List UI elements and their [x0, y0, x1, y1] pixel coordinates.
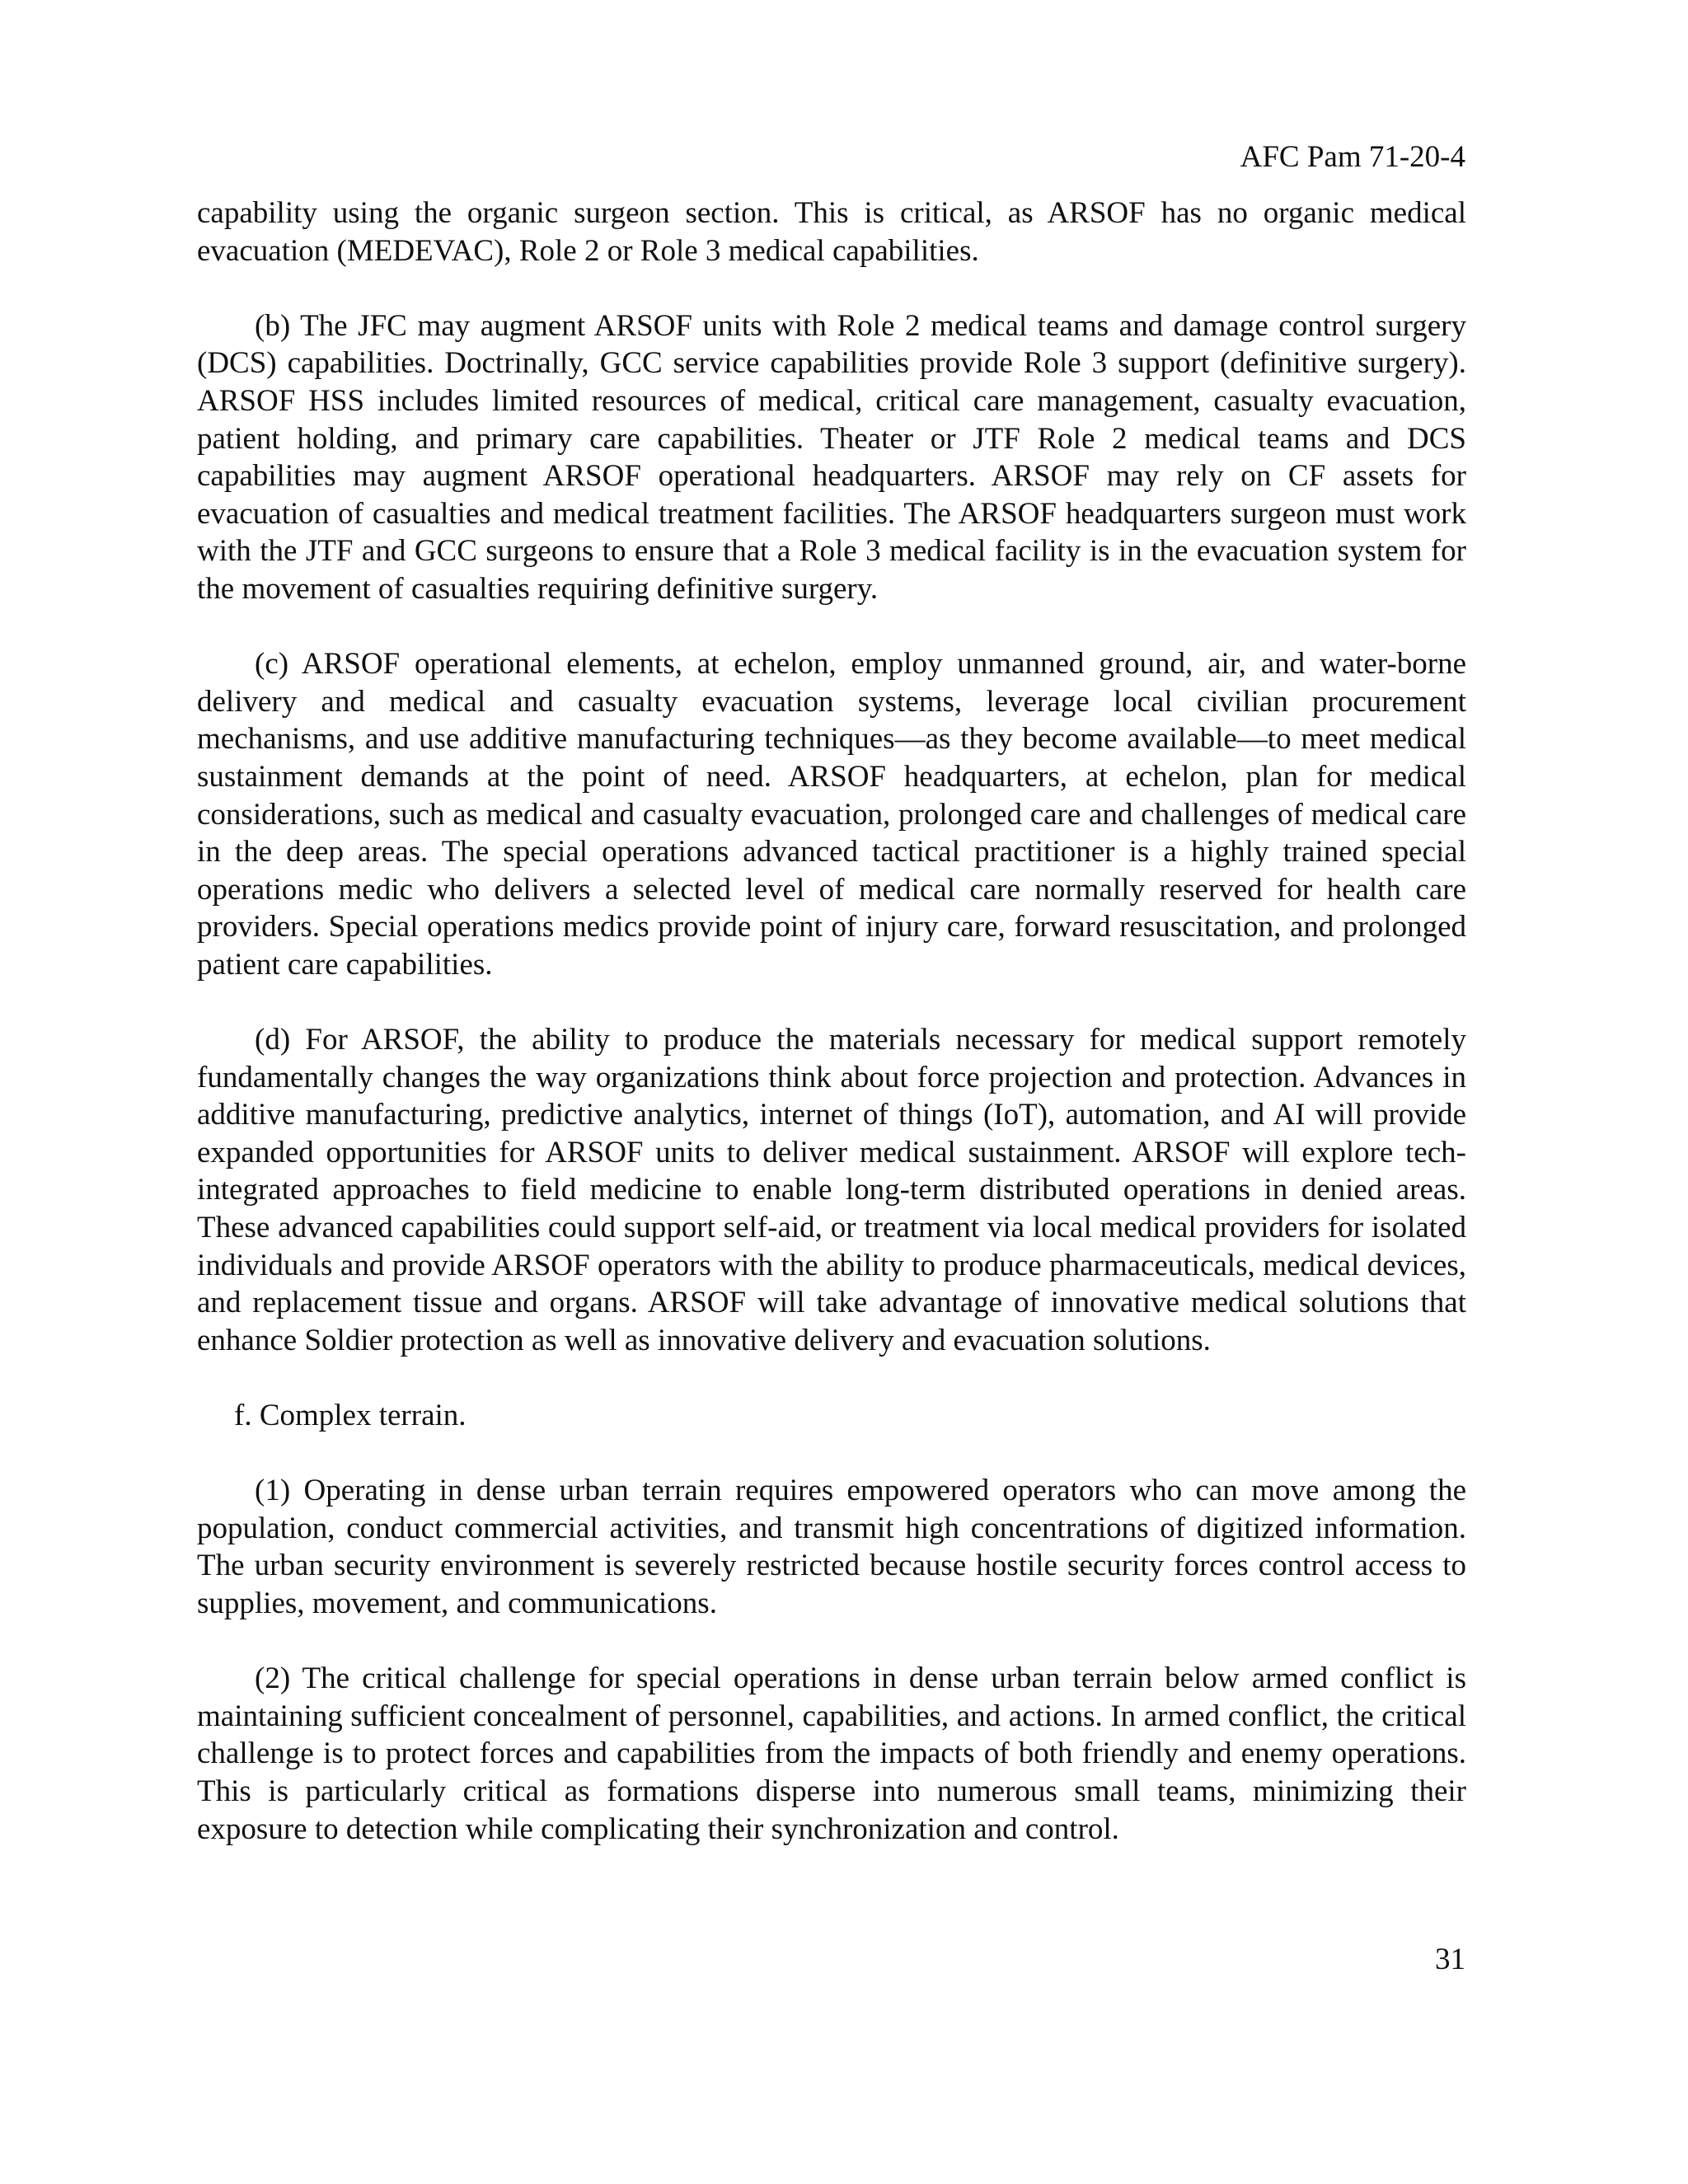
paragraph-c: (c) ARSOF operational elements, at echelon, employ unmanned ground, air, and water-borne delivery and medical and casualty evacuation systems, leverage local civilian procurement mechanisms, and use additive manufacturing techniques—as they become available—to meet medical sustainment demands at the point of need. ARSOF headquarters, at echelon, plan for medical considerations, such as medical and casualty evacuation, prolonged care and challenges of medical care in the deep areas. The special operations advanced tactical practitioner is a highly trained special operations medic who delivers a selected level of medical care normally reserved for health care providers. Special operations medics provide point of injury care, forward resuscitation, and prolonged patient care capabilities. [197, 647, 1466, 982]
paragraph-2: (2) The critical challenge for special operations in dense urban terrain below armed conflict is maintaining sufficient concealment of personnel, capabilities, and actions. In armed conflict, the critical challenge is to protect forces and capabilities from the impacts of both friendly and enemy operations. This is particularly critical as formations disperse into numerous small teams, minimizing their exposure to detection while complicating their synchronization and control. [197, 1661, 1466, 1846]
section-heading-complex-terrain: f. Complex terrain. [234, 1399, 467, 1432]
paragraph-1: (1) Operating in dense urban terrain requires empowered operators who can move among the population, conduct commercial activities, and transmit high concentrations of digitized information. The urban security environment is severely restricted because hostile security forces control access to supplies, movement, and communications. [197, 1474, 1466, 1620]
paragraph-d: (d) For ARSOF, the ability to produce the materials necessary for medical support remotely fundamentally changes the way organizations think about force projection and protection. Advances in additive manufacturing, predictive analytics, internet of things (IoT), automation, and AI will provide expanded opportunities for ARSOF units to deliver medical sustainment. ARSOF will explore tech-integrated approaches to field medicine to enable long-term distributed operations in denied areas. These advanced capabilities could support self-aid, or treatment via local medical providers for isolated individuals and provide ARSOF operators with the ability to produce pharmaceuticals, medical devices, and replacement tissue and organs. ARSOF will take advantage of innovative medical solutions that enhance Soldier protection as well as innovative delivery and evacuation solutions. [197, 1023, 1466, 1357]
paragraph-continuation: capability using the organic surgeon section. This is critical, as ARSOF has no organic medical evacuation (MEDEVAC), Role 2 or Role 3 medical capabilities. [197, 196, 1466, 268]
page-number: 31 [1435, 1943, 1465, 1976]
document-header: AFC Pam 71-20-4 [1240, 140, 1465, 174]
document-body [197, 194, 1466, 1848]
paragraph-b: (b) The JFC may augment ARSOF units with Role 2 medical teams and damage control surgery (DCS) capabilities. Doctrinally, GCC service capabilities provide Role 3 support (definitive surgery). ARSOF HSS includes limited resources of medical, critical care management, casualty evacuation, patient holding, and primary care capabilities. Theater or JTF Role 2 medical teams and DCS capabilities may augment ARSOF operational headquarters. ARSOF may rely on CF assets for evacuation of casualties and medical treatment facilities. The ARSOF headquarters surgeon must work with the JTF and GCC surgeons to ensure that a Role 3 medical facility is in the evacuation system for the movement of casualties requiring definitive surgery. [197, 308, 1466, 606]
